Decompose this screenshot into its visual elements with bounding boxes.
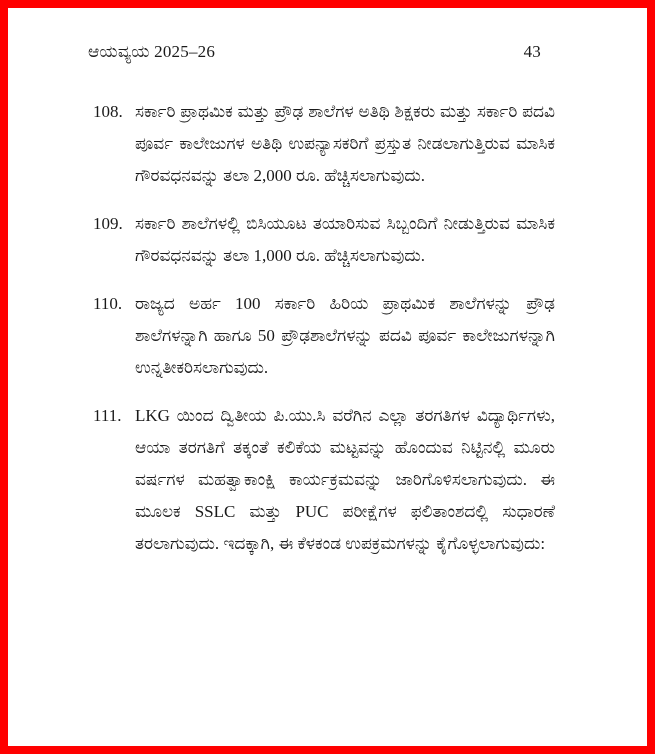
- paragraph-number: 111.: [93, 406, 122, 425]
- paragraph-text: LKG ಯಿಂದ ದ್ವಿತೀಯ ಪಿ.ಯು.ಸಿ ವರೆಗಿನ ಎಲ್ಲಾ ತರಗತಿಗಳ ವಿದ್ಯಾರ್ಥಿಗಳು, ಆಯಾ ತರಗತಿಗೆ ತಕ್ಕಂತೆ ಕಲಿಕೆಯ ಮಟ್ಟವನ್ನು ಹೊಂದುವ ನಿಟ್ಟಿನಲ್ಲಿ ಮೂರು ವರ್ಷಗಳ ಮಹತ್ವಾಕಾಂಕ್ಷಿ ಕಾರ್ಯಕ್ರಮವನ್ನು ಜಾರಿಗೊಳಿಸಲಾಗುವುದು. ಈ ಮೂಲಕ SSLC ಮತ್ತು PUC ಪರೀಕ್ಷೆಗಳ ಫಲಿತಾಂಶದಲ್ಲಿ ಸುಧಾರಣೆ ತರಲಾಗುವುದು. ಇದಕ್ಕಾಗಿ, ಈ ಕೆಳಕಂಡ ಉಪಕ್ರಮಗಳನ್ನು ಕೈಗೊಳ್ಳಲಾಗುವುದು:: [135, 406, 555, 553]
- budget-paragraph-111: [88, 400, 555, 560]
- budget-paragraph-110: [88, 288, 555, 384]
- page-number: 43: [523, 42, 541, 61]
- paragraph-number: 110.: [93, 294, 123, 313]
- budget-paragraph-108: [88, 96, 555, 192]
- page-header: [88, 42, 555, 62]
- budget-paragraph-109: [88, 208, 555, 272]
- page-content-area: [8, 8, 647, 560]
- document-title: ಆಯವ್ಯಯ 2025–26: [88, 42, 216, 61]
- paragraph-number: 108.: [93, 102, 123, 121]
- paragraph-text: ಸರ್ಕಾರಿ ಪ್ರಾಥಮಿಕ ಮತ್ತು ಪ್ರೌಢ ಶಾಲೆಗಳ ಅತಿಥಿ ಶಿಕ್ಷಕರು ಮತ್ತು ಸರ್ಕಾರಿ ಪದವಿ ಪೂರ್ವ ಕಾಲೇಜುಗಳ ಅತಿಥಿ ಉಪನ್ಯಾಸಕರಿಗೆ ಪ್ರಸ್ತುತ ನೀಡಲಾಗುತ್ತಿರುವ ಮಾಸಿಕ ಗೌರವಧನವನ್ನು ತಲಾ 2,000 ರೂ. ಹೆಚ್ಚಿಸಲಾಗುವುದು.: [135, 102, 555, 185]
- document-body: [88, 96, 555, 560]
- paragraph-text: ಸರ್ಕಾರಿ ಶಾಲೆಗಳಲ್ಲಿ ಬಿಸಿಯೂಟ ತಯಾರಿಸುವ ಸಿಬ್ಬಂದಿಗೆ ನೀಡುತ್ತಿರುವ ಮಾಸಿಕ ಗೌರವಧನವನ್ನು ತಲಾ 1,000 ರೂ. ಹೆಚ್ಚಿಸಲಾಗುವುದು.: [135, 214, 555, 265]
- paragraph-text: ರಾಜ್ಯದ ಅರ್ಹ 100 ಸರ್ಕಾರಿ ಹಿರಿಯ ಪ್ರಾಥಮಿಕ ಶಾಲೆಗಳನ್ನು ಪ್ರೌಢ ಶಾಲೆಗಳನ್ನಾಗಿ ಹಾಗೂ 50 ಪ್ರೌಢಶಾಲೆಗಳನ್ನು ಪದವಿ ಪೂರ್ವ ಕಾಲೇಜುಗಳನ್ನಾಗಿ ಉನ್ನತೀಕರಿಸಲಾಗುವುದು.: [135, 294, 555, 377]
- paragraph-number: 109.: [93, 214, 123, 233]
